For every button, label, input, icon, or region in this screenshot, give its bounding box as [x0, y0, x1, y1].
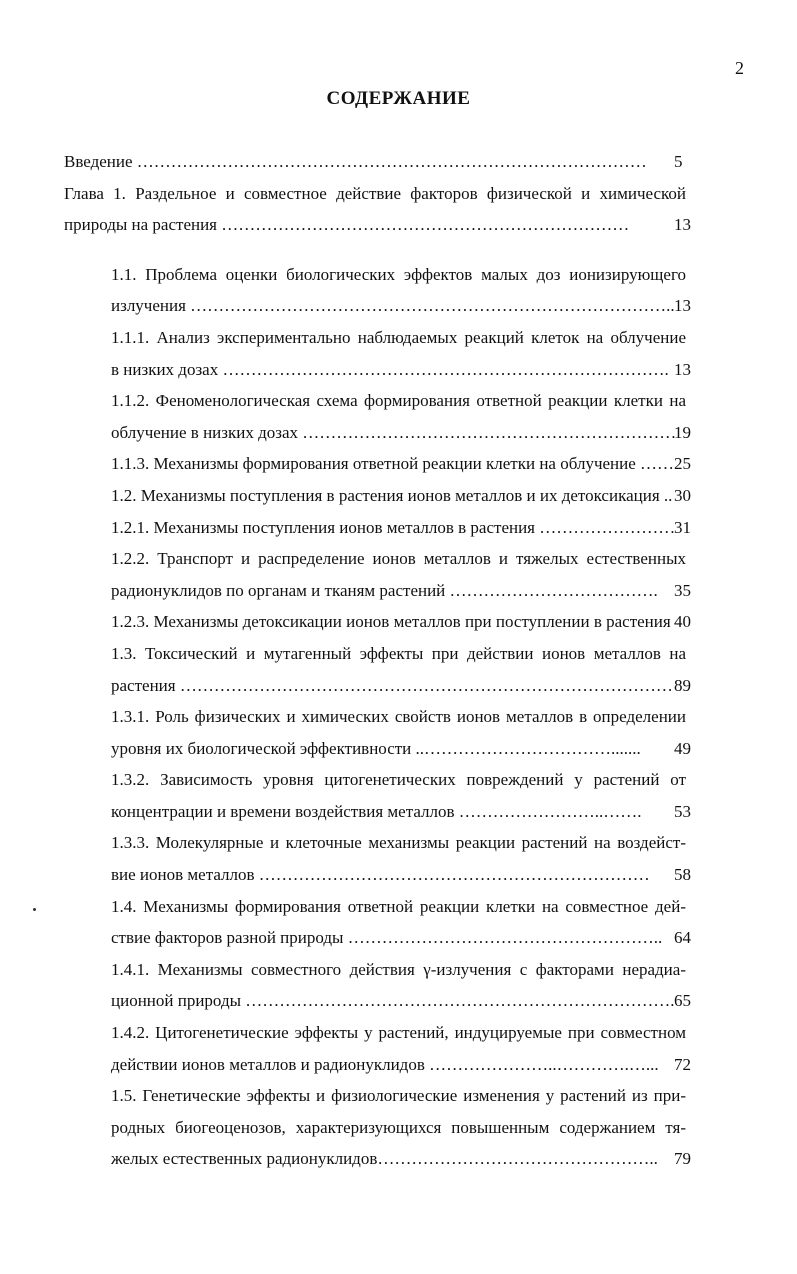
toc-entry-line: 1.3.2. Зависимость уровня цитогенетических повреждений у растений от — [111, 770, 686, 790]
toc-entry-line: 1.2. Механизмы поступления в растения ионов металлов и их детоксикация .. — [111, 485, 673, 505]
toc-entry-line: 1.1.2. Феноменологическая схема формирования ответной реакции клетки на — [111, 391, 686, 411]
toc-entry — [111, 827, 734, 890]
toc-entry-line: радионуклидов по органам и тканям растений ………………………………. — [111, 580, 658, 600]
toc-entry-line: 1.2.1. Механизмы поступления ионов металлов в растения …………………… — [111, 517, 676, 537]
toc-entry — [111, 954, 734, 1017]
toc-entry-line: в низких дозах ……………………………………………………………………. — [111, 359, 669, 379]
toc-entry — [111, 891, 734, 954]
toc-entry-line: 1.3. Токсический и мутагенный эффекты при действии ионов металлов на — [111, 643, 686, 663]
toc-entry-line: ционной природы …………………………………………………………………. — [111, 991, 675, 1011]
toc-entry-line: желых естественных радионуклидов………………………………………….. — [111, 1149, 658, 1169]
toc-entry-line: Глава 1. Раздельное и совместное действие факторов физической и химической — [64, 183, 686, 203]
toc-entry-line: облучение в низких дозах ………………………………………………………… — [111, 422, 677, 442]
toc-page-number: 49 — [674, 738, 691, 758]
toc-page-number: 53 — [674, 801, 691, 821]
toc-entry-line: 1.3.1. Роль физических и химических свойств ионов металлов в определении — [111, 707, 686, 727]
toc-entry — [111, 606, 734, 638]
toc-entry-line: ствие факторов разной природы ……………………………………………….. — [111, 928, 663, 948]
toc-entry — [111, 480, 734, 512]
toc-entry-line: 1.3.3. Молекулярные и клеточные механизмы реакции растений на воздейст- — [111, 833, 686, 853]
toc-entry-line: 1.2.3. Механизмы детоксикации ионов металлов при поступлении в растения — [111, 612, 671, 632]
toc-page-number: 40 — [674, 612, 691, 632]
toc-page-number: 35 — [674, 580, 691, 600]
toc-entry — [111, 322, 734, 385]
toc-entry-line: излучения ………………………………………………………………………….. — [111, 296, 675, 316]
toc-page-number: 64 — [674, 928, 691, 948]
toc-page-number: 30 — [674, 485, 691, 505]
toc-entry-line: природы на растения ……………………………………………………………… — [64, 215, 630, 235]
page-title: СОДЕРЖАНИЕ — [326, 88, 471, 109]
toc-entry — [64, 178, 734, 241]
toc-entry — [111, 1017, 734, 1080]
toc-entry-line: уровня их биологической эффективности ..……………………………....... — [111, 738, 641, 758]
toc-entry-line: 1.1.3. Механизмы формирования ответной реакции клетки на облучение …… — [111, 454, 675, 474]
toc-page-number: 65 — [674, 991, 691, 1011]
toc-page-number: 13 — [674, 359, 691, 379]
toc-entry-line: 1.4.1. Механизмы совместного действия γ-излучения с факторами нерадиа- — [111, 959, 686, 979]
toc-entry — [111, 638, 734, 701]
toc-entry — [111, 448, 734, 480]
toc-page-number: 31 — [674, 517, 691, 537]
table-of-contents — [0, 146, 797, 1175]
toc-entry — [111, 764, 734, 827]
toc-page-number: 79 — [674, 1149, 691, 1169]
toc-page-number: 72 — [674, 1054, 691, 1074]
toc-page-number: 5 — [674, 152, 683, 171]
toc-entry — [111, 1080, 734, 1175]
toc-page-number: 25 — [674, 454, 691, 474]
toc-page-number: 19 — [674, 422, 691, 442]
toc-page-number: 89 — [674, 675, 691, 695]
toc-entry — [111, 701, 734, 764]
toc-entry — [111, 543, 734, 606]
toc-entry-line: 1.4. Механизмы формирования ответной реакции клетки на совместное дей- — [111, 896, 686, 916]
toc-entry-line: 1.1.1. Анализ экспериментально наблюдаемых реакций клеток на облучение — [111, 327, 686, 347]
toc-entry-line: Введение ……………………………………………………………………………… — [64, 152, 647, 171]
toc-entry-line: 1.2.2. Транспорт и распределение ионов металлов и тяжелых естественных — [111, 549, 686, 569]
toc-entry-line: действии ионов металлов и радионуклидов …………………..………….…... — [111, 1054, 659, 1074]
toc-page-number: 58 — [674, 865, 691, 885]
toc-entry-line: 1.1. Проблема оценки биологических эффектов малых доз ионизирующего — [111, 264, 686, 284]
toc-entry-line: родных биогеоценозов, характеризующихся повышенным содержанием тя- — [111, 1117, 686, 1137]
section-gap — [0, 241, 797, 259]
toc-page-number: 13 — [674, 215, 691, 235]
toc-entry — [111, 512, 734, 544]
page-number: 2 — [735, 58, 744, 78]
toc-entry-line: растения …………………………………………………………………………… — [111, 675, 673, 695]
toc-entry-line: 1.4.2. Цитогенетические эффекты у растений, индуцируемые при совместном — [111, 1023, 686, 1043]
toc-entry — [111, 259, 734, 322]
toc-entry-line: вие ионов металлов …………………………………………………………… — [111, 865, 650, 885]
toc-entry — [64, 146, 734, 178]
toc-entry-line: концентрации и времени воздействия металлов ……………………..……. — [111, 801, 642, 821]
toc-entry — [111, 385, 734, 448]
toc-entry-line: 1.5. Генетические эффекты и физиологические изменения у растений из при- — [111, 1086, 686, 1106]
toc-page-number: 13 — [674, 296, 691, 316]
